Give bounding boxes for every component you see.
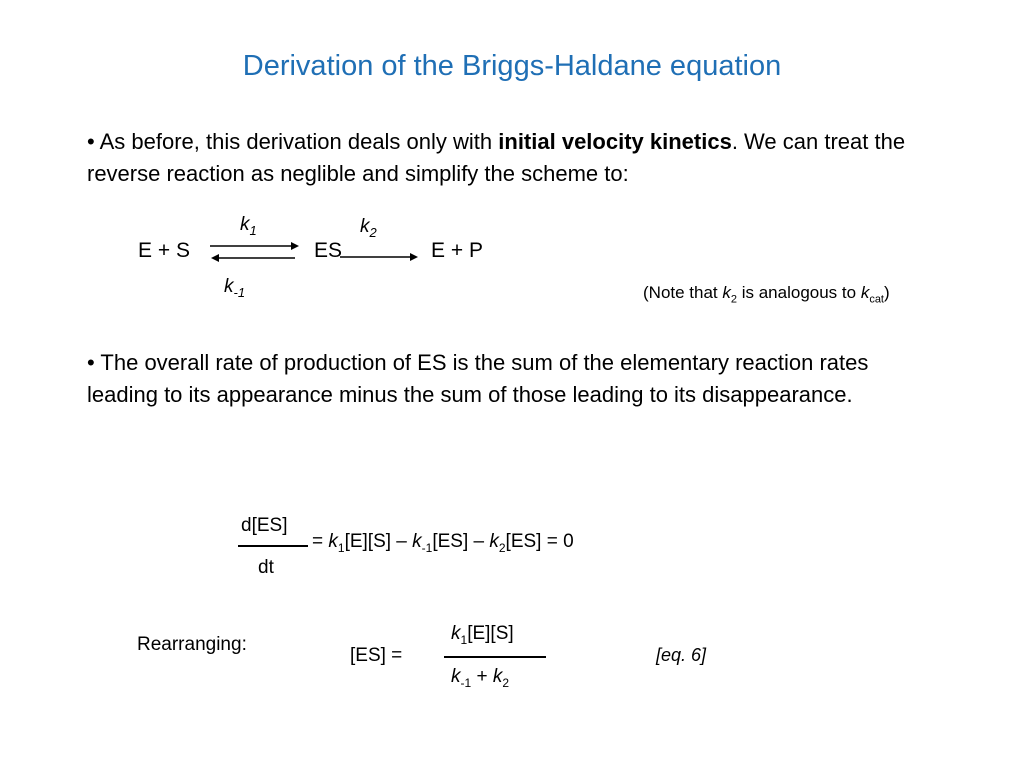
rearranging-label: Rearranging: xyxy=(137,634,247,655)
bullet-overall-rate: • The overall rate of production of ES is the sum of the elementary reaction rates leading to its appearance minus the sum of those leading to its disappearance. xyxy=(87,350,869,407)
scheme-left: E + S xyxy=(138,239,190,262)
bullet-initial-velocity xyxy=(87,126,927,190)
slide-title: Derivation of the Briggs-Haldane equation xyxy=(242,50,782,82)
es-denominator: $k_{-1} + k_2$ xyxy=(451,666,510,690)
equilibrium-arrows xyxy=(205,238,305,268)
bullet1-prefix: • As before, this derivation deals only with xyxy=(87,129,499,154)
rate-constant-k1: $k_1$ xyxy=(240,214,257,238)
rate-constant-k2: $k_2$ xyxy=(360,216,377,240)
rate-constant-k-minus1: $k_{-1}$ xyxy=(224,276,246,300)
scheme-middle: ES xyxy=(314,239,343,262)
es-fraction-bar xyxy=(444,656,546,658)
es-numerator: $k_1[E][S]$ xyxy=(451,623,514,647)
forward-arrow xyxy=(338,250,422,264)
bullet1-suffix: . We can treat the reverse reaction as neglible and simplify the scheme to: xyxy=(87,129,906,186)
rate-eq-fraction-bar xyxy=(238,545,308,547)
rate-eq-numerator: d[ES] xyxy=(241,515,288,536)
bullet1-bold: initial velocity kinetics xyxy=(498,129,732,154)
es-lhs: [ES] = xyxy=(350,645,403,666)
rate-eq-rhs: = $k_1[E][S] - k_{-1}[ES] - k_2[ES] = 0$ xyxy=(312,531,574,555)
rate-eq-denominator: dt xyxy=(258,557,274,578)
scheme-right: E + P xyxy=(431,239,483,262)
kcat-note: (Note that $k_2$ is analogous to $k_{cat}$) xyxy=(643,283,890,306)
equation-tag: [eq. 6] xyxy=(656,645,707,665)
